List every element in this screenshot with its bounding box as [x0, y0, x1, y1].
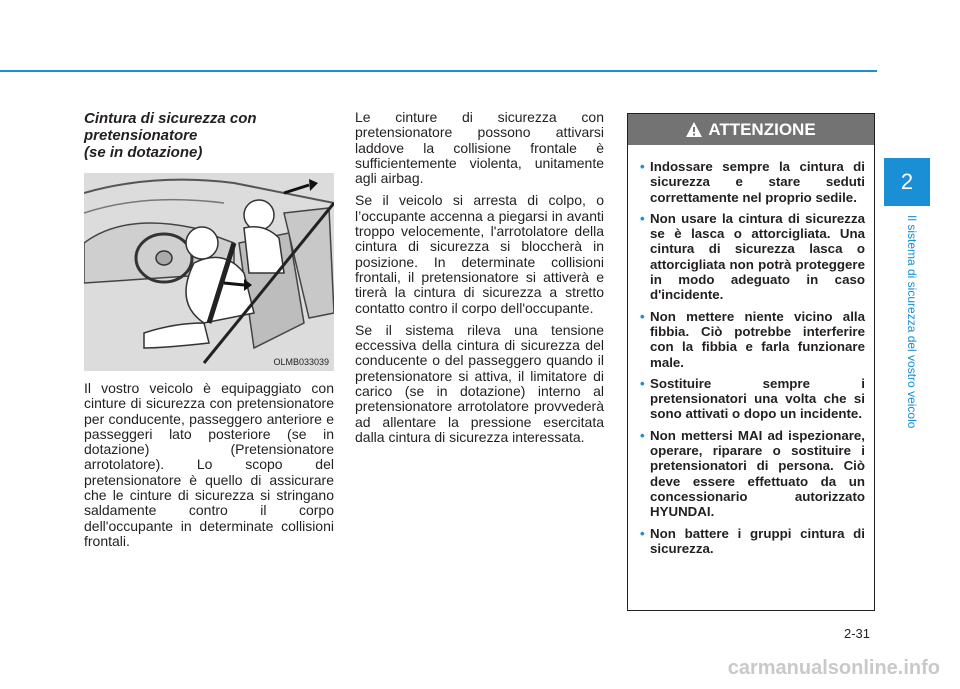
heading-line: pretensionatore [84, 127, 198, 144]
watermark: carmanualsonline.info [727, 657, 940, 679]
warning-triangle-icon [686, 122, 702, 137]
bullet-icon: • [640, 525, 645, 541]
heading-line: Cintura di sicurezza con [84, 110, 257, 127]
figure-code: OLMB033039 [273, 357, 329, 367]
warning-title: ATTENZIONE [708, 119, 816, 139]
warning-item-text: Non battere i gruppi cintura di sicurezza. [650, 525, 865, 556]
page-number: 2-31 [843, 626, 870, 641]
warning-item-text: Non usare la cintura di sicurezza se è lasca o attorcigliata. Una cintura di sicurezza lasca o attorcigliata non potrà proteggere in modo adeguato in caso d'incidente. [650, 210, 865, 303]
bullet-icon: • [640, 375, 645, 391]
warning-item [640, 211, 865, 303]
body-paragraph: Se il veicolo si arresta di colpo, o l’occupante accenna a piegarsi in avanti troppo velocemente, l'arrotolatore della cintura di sicurezza si bloccherà in posizione. In determinate collisioni frontali, il pretensionatore si attiverà e tirerà la cintura di sicurezza a stretto contatto contro il corpo dell'occupante. [355, 192, 604, 316]
left-column [84, 110, 334, 556]
body-paragraph: Le cinture di sicurezza con pretensionatore possono attivarsi laddove la collisione frontale è sufficientemente violenta, unitamente agli airbag. [355, 109, 604, 187]
pretensioner-illustration [84, 173, 334, 371]
body-paragraph: Se il sistema rileva una tensione eccessiva della cintura di sicurezza del conducente o del passeggero quando il pretensionatore si attiva, il limitatore di carico (se in dotazione) interno al pretensionatore arrotolatore provvederà ad allentare la pressione esercitata dalla cintura di sicurezza interessata. [355, 321, 604, 445]
warning-item [640, 428, 865, 520]
warning-item [640, 159, 865, 205]
warning-item [640, 376, 865, 422]
bullet-icon: • [640, 210, 645, 226]
warning-list [640, 159, 865, 556]
car-interior-drawing [84, 173, 334, 371]
warning-box [627, 113, 875, 611]
chapter-tab: 2 [884, 158, 930, 206]
section-heading [84, 110, 334, 161]
heading-line: (se in dotazione) [84, 144, 203, 161]
warning-item-text: Non mettere niente vicino alla fibbia. Ciò potrebbe interferire con la fibbia e farla funzionare male. [650, 308, 865, 370]
bullet-icon: • [640, 159, 645, 174]
middle-column [355, 110, 604, 452]
header-rule [0, 70, 877, 72]
warning-item [640, 309, 865, 370]
bullet-icon: • [640, 427, 645, 443]
body-paragraph: Il vostro veicolo è equipaggiato con cinture di sicurezza con pretensionatore per conducente, passeggero anteriore e passeggeri lato posteriore (se in dotazione) (Pretensionatore arrotolatore). Lo scopo del pretensionatore è quello di assicurare che le cinture di sicurezza si stringano saldamente contro il corpo dell'occupante in determinate collisioni frontali. [84, 380, 334, 549]
warning-header [628, 114, 874, 145]
chapter-title: Il sistema di sicurezza del vostro veicolo [905, 215, 919, 429]
warning-item-text: Non mettersi MAI ad ispezionare, operare, riparare o sostituire i pretensionatori di persona. Ciò deve essere effettuato da un concessionario autorizzato HYUNDAI. [650, 427, 865, 520]
warning-item-text: Indossare sempre la cintura di sicurezza e stare seduti correttamente nel proprio sedile. [650, 159, 865, 205]
warning-item [640, 526, 865, 557]
warning-item-text: Sostituire sempre i pretensionatori una volta che si sono attivati o dopo un incidente. [650, 375, 865, 422]
bullet-icon: • [640, 308, 645, 324]
